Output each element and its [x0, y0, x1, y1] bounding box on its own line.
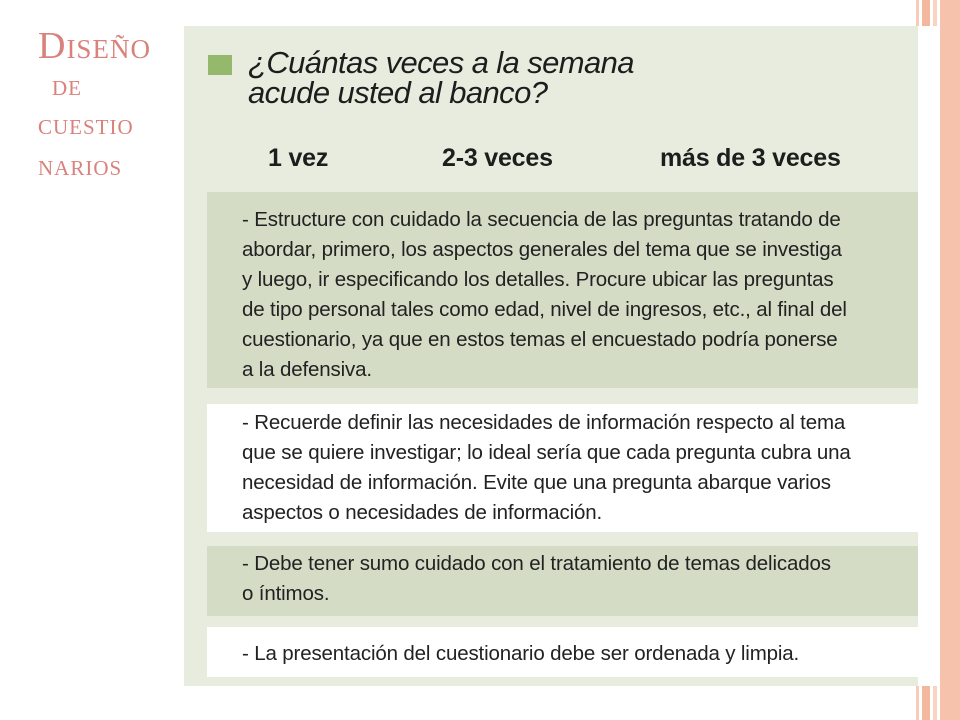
content-image-panel [184, 26, 940, 686]
tip-box [207, 627, 919, 677]
answer-option: más de 3 veces [660, 144, 841, 172]
tip-line: aspectos o necesidades de información. [242, 501, 603, 524]
question-box [208, 26, 918, 192]
decorative-stripe [940, 0, 960, 720]
panel-edge [918, 26, 940, 686]
tip-line: que se quiere investigar; lo ideal sería que cada pregunta cubra una [242, 441, 851, 464]
tip-line: necesidad de información. Evite que una pregunta abarque varios [242, 471, 831, 494]
question-line: ¿Cuántas veces a la semana [248, 45, 634, 80]
tip-line: abordar, primero, los aspectos generales del tema que se investiga [242, 238, 842, 261]
tip-line: cuestionario, ya que en estos temas el encuestado podría ponerse [242, 328, 838, 351]
tip-line: de tipo personal tales como edad, nivel de ingresos, etc., al final del [242, 298, 847, 321]
tip-box [207, 546, 919, 616]
slide-title-line: cuestio [38, 108, 134, 141]
tip-line: a la defensiva. [242, 358, 372, 381]
tip-line: y luego, ir especificando los detalles. Procure ubicar las preguntas [242, 268, 834, 291]
tip-line: - La presentación del cuestionario debe ser ordenada y limpia. [242, 642, 800, 665]
tip-box [207, 192, 919, 388]
tip-line: - Debe tener sumo cuidado con el tratamiento de temas delicados [242, 552, 831, 575]
question-line: acude usted al banco? [248, 75, 548, 110]
slide-title-line: narios [38, 149, 123, 182]
tip-line: o íntimos. [242, 582, 330, 605]
slide-title [38, 24, 208, 186]
question-text [248, 45, 634, 110]
slide-title-line: de [52, 69, 82, 102]
bullet-square-icon [208, 55, 232, 75]
tip-line: - Estructure con cuidado la secuencia de las preguntas tratando de [242, 208, 841, 231]
answer-option: 1 vez [268, 144, 329, 172]
tip-line: - Recuerde definir las necesidades de información respecto al tema [242, 411, 846, 434]
tip-box [207, 404, 919, 532]
slide-title-line: Diseño [38, 25, 151, 67]
answer-option: 2-3 veces [442, 144, 553, 172]
